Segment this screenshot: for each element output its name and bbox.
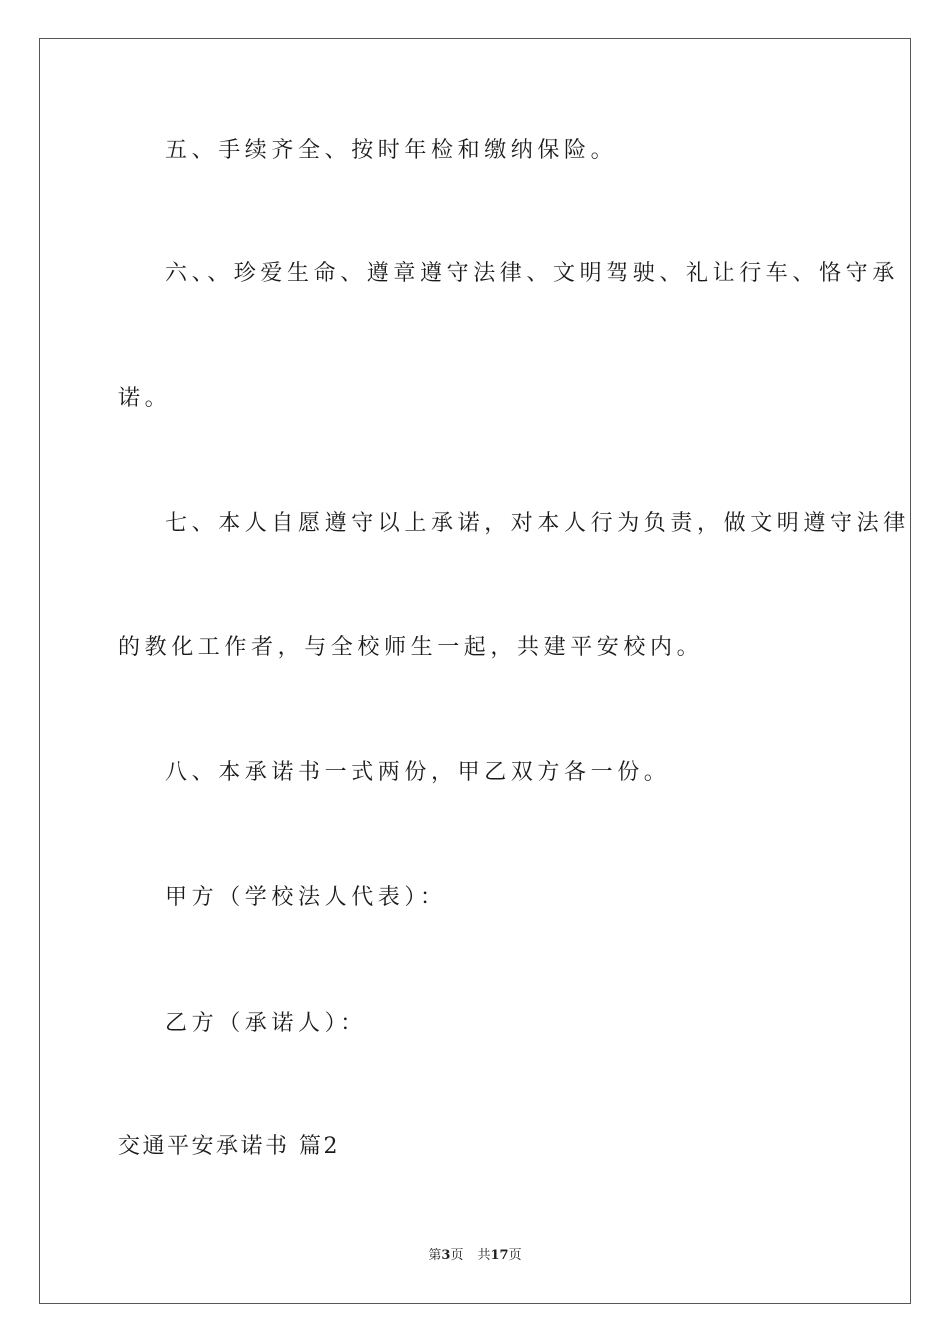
footer-total-unit: 页 xyxy=(508,1248,522,1263)
footer-current-page: 3 xyxy=(441,1248,451,1263)
footer-total-pages: 17 xyxy=(490,1248,509,1263)
party-a-signature-line: 甲方（学校法人代表）： xyxy=(165,885,447,910)
item-8-text: 八、本承诺书一式两份，甲乙双方各一份。 xyxy=(165,760,671,785)
item-7-text-line-2: 的教化工作者，与全校师生一起，共建平安校内。 xyxy=(118,635,704,660)
item-6-text-line-2: 诺。 xyxy=(118,386,172,411)
footer-page-prefix: 第 xyxy=(428,1248,442,1263)
item-6-text-line-1: 六、、珍爱生命、遵章遵守法律、文明驾驶、礼让行车、恪守承 xyxy=(165,261,899,286)
item-7-text-line-1: 七、本人自愿遵守以上承诺，对本人行为负责，做文明遵守法律 xyxy=(165,511,910,536)
page-footer xyxy=(0,1247,950,1265)
item-5-text: 五、手续齐全、按时年检和缴纳保险。 xyxy=(165,138,618,163)
footer-total-prefix: 共 xyxy=(477,1248,491,1263)
section-heading: 交通平安承诺书 篇2 xyxy=(118,1134,340,1159)
page-border xyxy=(39,38,911,1304)
footer-page-unit: 页 xyxy=(450,1248,464,1263)
party-b-signature-line: 乙方（承诺人）： xyxy=(165,1011,367,1036)
